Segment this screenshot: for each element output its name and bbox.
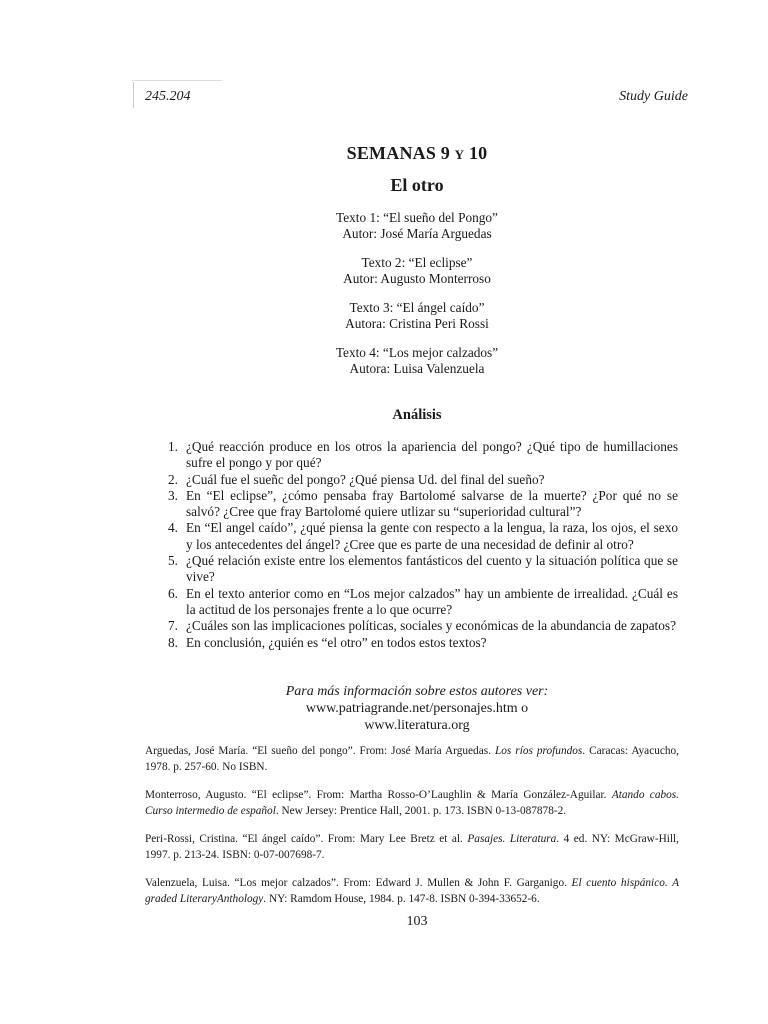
question-number: 5.	[168, 553, 178, 569]
question-number: 2.	[168, 471, 178, 487]
question-number: 7.	[168, 618, 178, 634]
text-item	[145, 255, 689, 287]
texts-list	[145, 210, 689, 390]
question-number: 1.	[168, 439, 178, 454]
reference-item	[145, 832, 679, 863]
question-item	[152, 520, 678, 553]
question-item	[152, 553, 678, 586]
reference-title: Atando cabos. Curso intermedio de español	[145, 789, 679, 817]
question-item	[152, 472, 678, 488]
reference-text: . 4 ed. NY: McGraw-Hill, 1997. p. 213-24. ISBN: 0-07-007698-7.	[145, 833, 679, 861]
question-number: 6.	[168, 585, 178, 601]
more-info-url-literatura: www.literatura.org	[364, 718, 470, 733]
questions-list	[152, 439, 678, 651]
question-text: En el texto anterior como en “Los mejor calzados” hay un ambiente de irrealidad. ¿Cuál es la actitud de los personajes frente a lo que ocurre?	[186, 585, 678, 617]
reference-item	[145, 876, 679, 907]
text-author: Autor: Augusto Monterroso	[343, 271, 491, 286]
question-item	[152, 439, 678, 472]
reference-item	[145, 788, 679, 819]
text-author: Autor: José María Arguedas	[342, 226, 492, 241]
question-text: En “El angel caído”, ¿qué piensa la gente con respecto a la lengua, la raza, los ojos, el sexo y los antecedentes del ángel? ¿Cree que es parte de una necesidad de definir al otro?	[186, 520, 678, 552]
week-title-main: SEMANAS 9	[346, 143, 455, 163]
text-author: Autora: Luisa Valenzuela	[349, 361, 485, 376]
reference-title: Los ríos profundos	[494, 745, 583, 757]
text-title: Texto 1: “El sueño del Pongo”	[336, 210, 498, 225]
question-text: ¿Qué reacción produce en los otros la apariencia del pongo? ¿Qué tipo de humillaciones sufre el pongo y por qué?	[186, 439, 678, 471]
text-item	[145, 210, 689, 242]
question-text: ¿Cuáles son las implicaciones políticas, sociales y económicas de la abundancia de zapatos?	[186, 618, 676, 634]
question-text: En conclusión, ¿quién es “el otro” en todos estos textos?	[186, 634, 487, 650]
more-info-lead: Para más información sobre estos autores ver:	[285, 684, 549, 699]
reference-title: Pasajes. Literatura	[467, 833, 557, 845]
page-number: 103	[406, 914, 428, 929]
question-item	[152, 635, 678, 651]
more-info-block	[145, 683, 689, 734]
question-number: 4.	[168, 520, 178, 536]
reference-text: . New Jersey: Prentice Hall, 2001. p. 173. ISBN 0-13-087878-2.	[275, 804, 567, 817]
text-item	[145, 300, 689, 332]
question-text: ¿Cuál fue el sueñc del pongo? ¿Qué piensa Ud. del final del sueño?	[186, 471, 545, 487]
reference-text: Monterroso, Augusto. “El eclipse”. From: Martha Rosso-O’Laughlin & María González-Aguilar.	[145, 789, 612, 801]
reference-text: . NY: Ramdom House, 1984. p. 147-8. ISBN 0-394-33652-6.	[263, 892, 540, 905]
question-number: 8.	[168, 634, 178, 650]
reference-title: El cuento hispánico. A graded LiteraryAnthology	[145, 877, 679, 905]
more-info-url-patriagrande: www.patriagrande.net/personajes.htm o	[305, 701, 529, 716]
text-item	[145, 345, 689, 377]
header-tick-mark	[133, 82, 134, 108]
question-item	[152, 488, 678, 521]
question-item	[152, 618, 678, 634]
header-rule	[132, 80, 222, 81]
text-title: Texto 3: “El ángel caído”	[349, 300, 485, 315]
question-text: ¿Qué relación existe entre los elementos fantásticos del cuento y la situación política que se vive?	[186, 553, 678, 585]
reference-text: . Caracas: Ayacucho, 1978. p. 257-60. No ISBN.	[145, 745, 679, 773]
question-number: 3.	[168, 487, 178, 503]
course-code: 245.204	[145, 89, 191, 104]
text-title: Texto 4: “Los mejor calzados”	[335, 345, 499, 360]
references-list	[145, 744, 679, 920]
reference-text: Peri-Rossi, Cristina. “El ángel caído”. From: Mary Lee Bretz et al.	[145, 833, 468, 845]
topic-title: El otro	[390, 175, 444, 195]
text-title: Texto 2: “El eclipse”	[361, 255, 473, 270]
reference-text: Valenzuela, Luisa. “Los mejor calzados”. From: Edward J. Mullen & John F. Garganigo.	[145, 877, 572, 889]
question-item	[152, 586, 678, 619]
guide-label: Study Guide	[619, 89, 688, 104]
week-title-num: 10	[464, 143, 488, 163]
week-title-y: Y	[454, 147, 465, 162]
question-text: En “El eclipse”, ¿cómo pensaba fray Bartolomé salvarse de la muerte? ¿Por qué no se salvó? ¿Cree que fray Bartolomé quiere utlizar su “superioridad cultural”?	[186, 487, 678, 520]
text-author: Autora: Cristina Peri Rossi	[345, 316, 489, 331]
week-title	[145, 143, 689, 164]
reference-item	[145, 744, 679, 775]
analysis-heading: Análisis	[392, 407, 442, 423]
reference-text: Arguedas, José María. “El sueño del pongo”. From: José María Arguedas.	[145, 745, 495, 757]
